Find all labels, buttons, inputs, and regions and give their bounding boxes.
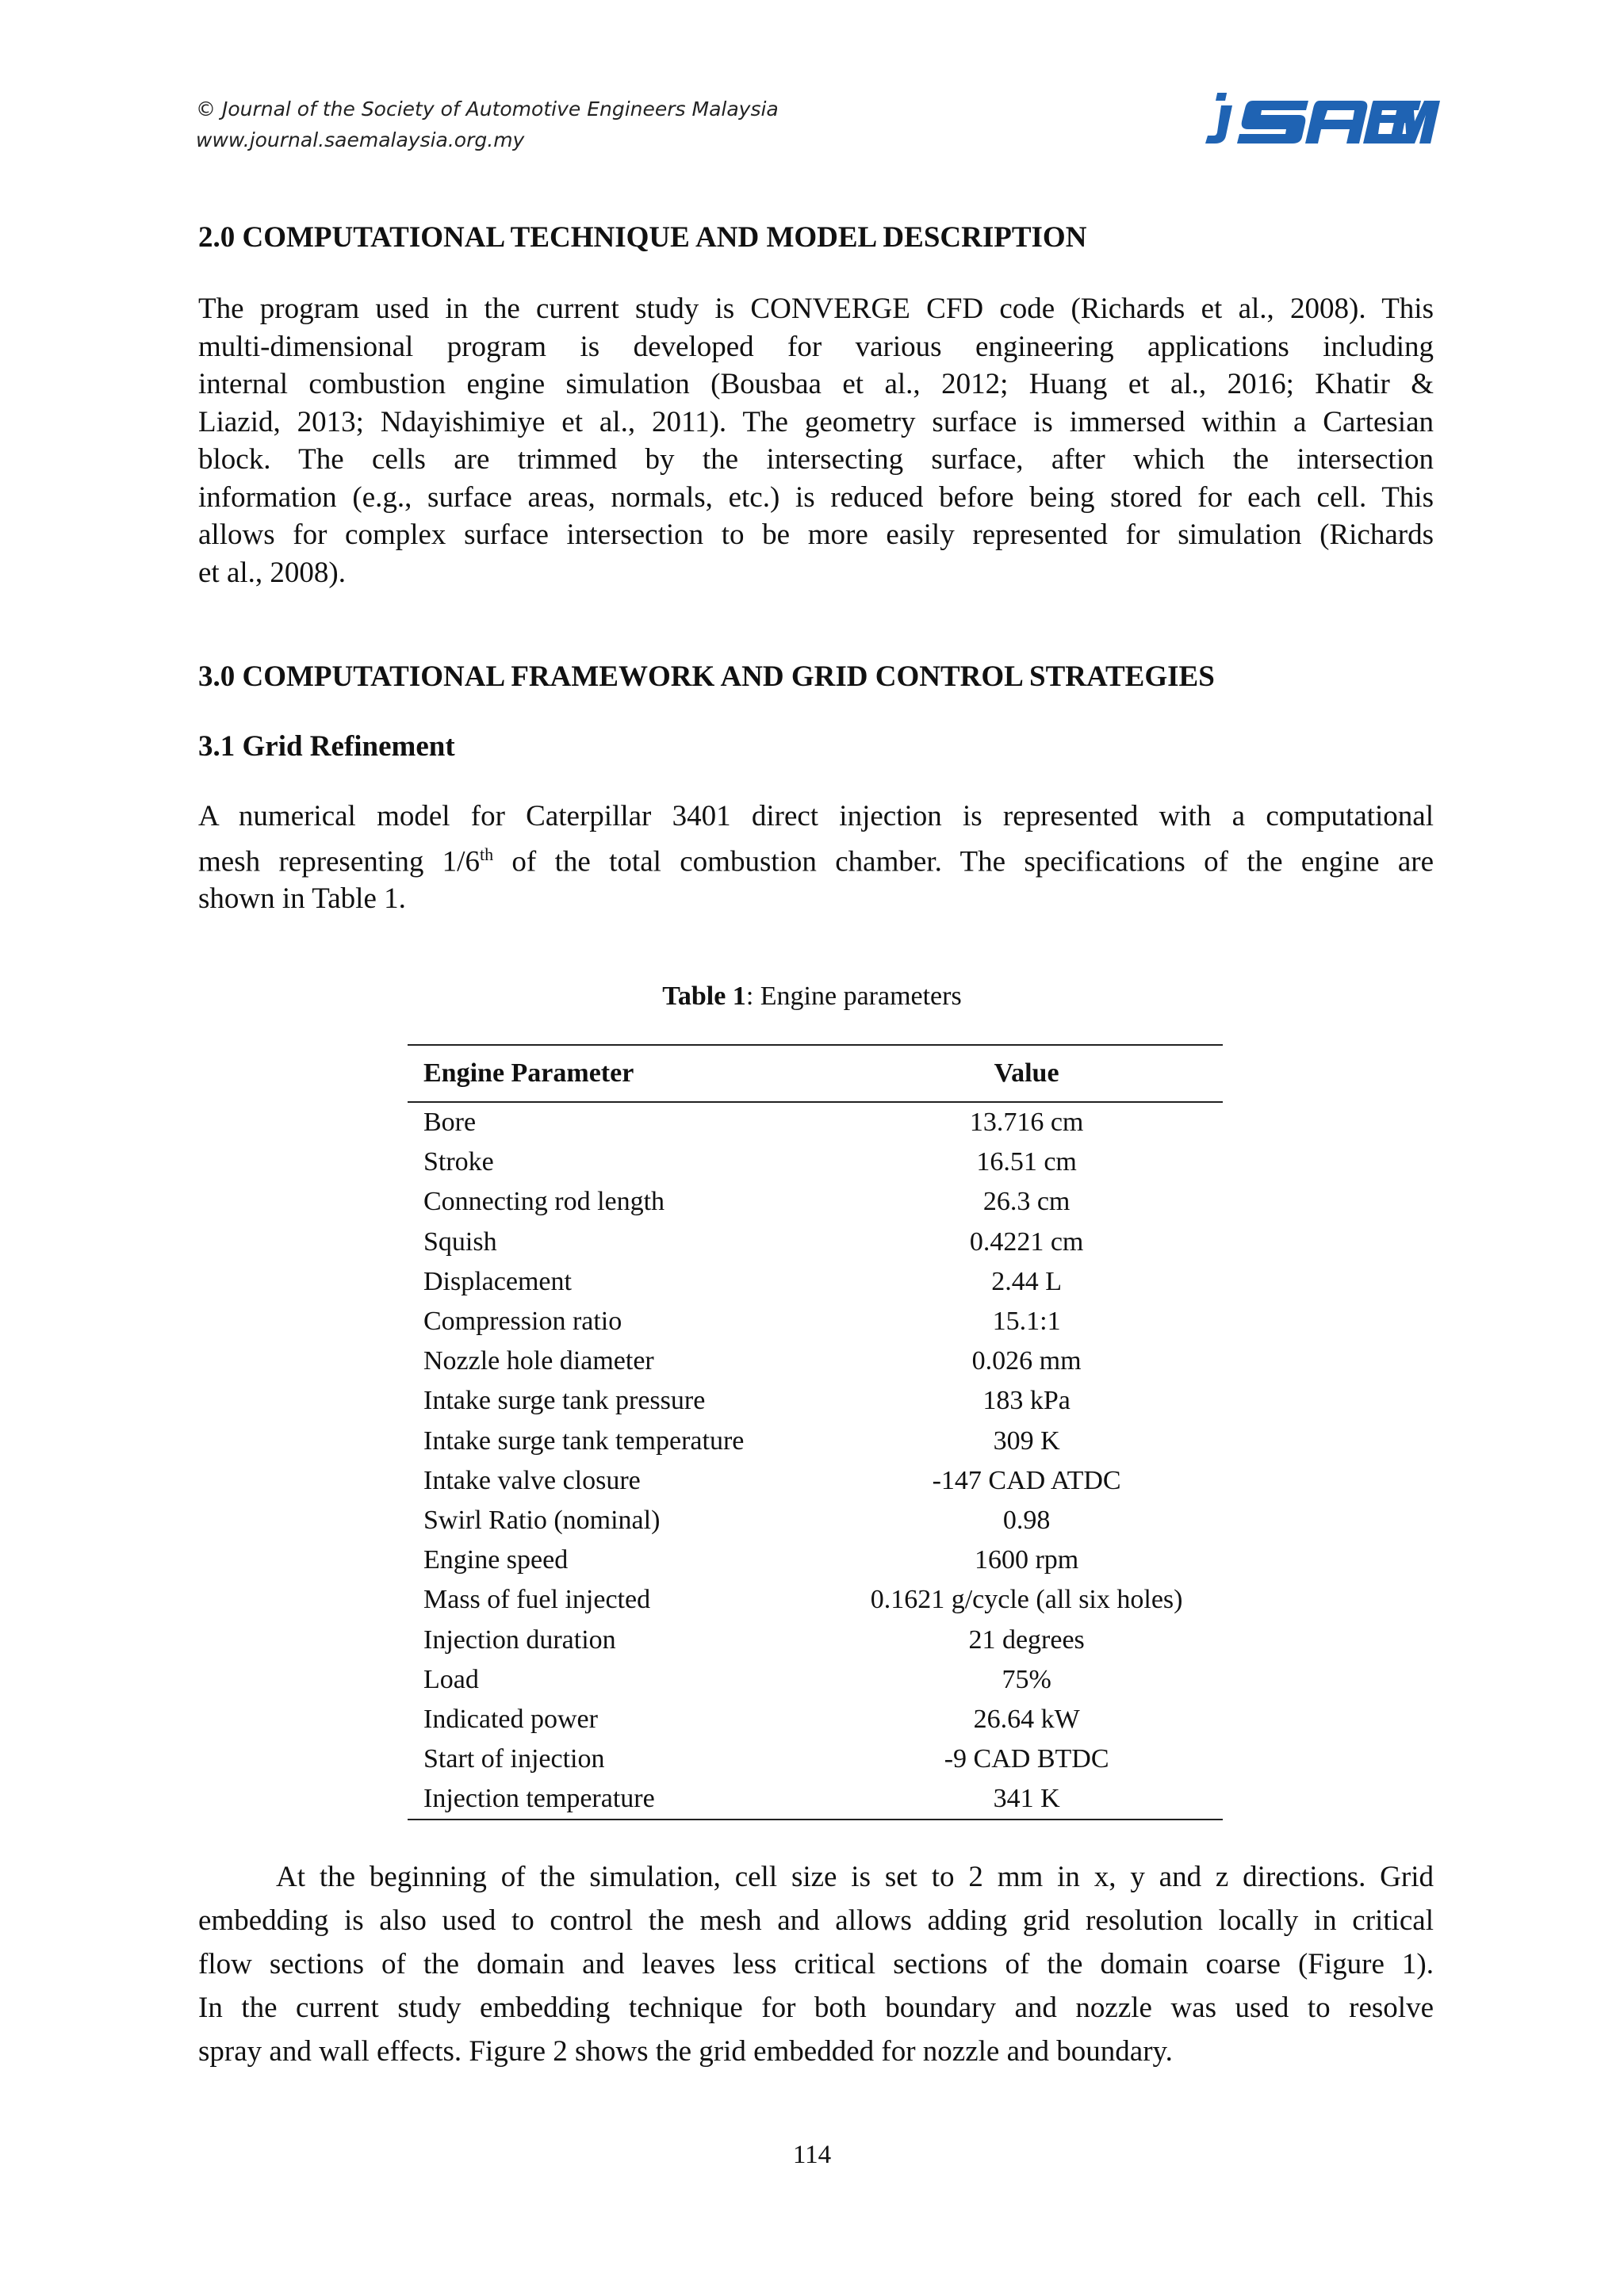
table-row bbox=[408, 1461, 1223, 1501]
table-caption bbox=[0, 982, 1624, 1012]
table-row bbox=[408, 1660, 1223, 1700]
value-cell: 309 K bbox=[993, 1425, 1060, 1456]
paragraph-line: multi-dimensional program is developed for various engineering applications including bbox=[198, 330, 1434, 363]
section-2-heading: 2.0 COMPUTATIONAL TECHNIQUE AND MODEL DESCRIPTION bbox=[198, 221, 1087, 254]
paragraph-line: A numerical model for Caterpillar 3401 direct injection is represented with a computational bbox=[198, 800, 1434, 832]
paragraph-line: information (e.g., surface areas, normals, etc.) is reduced before being stored for each cell. This bbox=[198, 480, 1434, 514]
parameter-cell: Compression ratio bbox=[423, 1307, 622, 1337]
parameter-cell: Indicated power bbox=[423, 1704, 598, 1734]
section-3-1-paragraph bbox=[198, 798, 1434, 918]
value-cell: 15.1:1 bbox=[992, 1307, 1061, 1337]
text-fragment: mesh representing 1/6 bbox=[198, 844, 480, 878]
parameter-cell: Displacement bbox=[423, 1266, 572, 1296]
table-header-row bbox=[408, 1045, 1223, 1102]
section-3-heading: 3.0 COMPUTATIONAL FRAMEWORK AND GRID CONTROL STRATEGIES bbox=[198, 660, 1215, 693]
parameter-cell: Bore bbox=[423, 1108, 477, 1138]
paragraph-line: embedding is also used to control the mesh and allows adding grid resolution locally in critical bbox=[198, 1904, 1434, 1937]
value-cell: 16.51 cm bbox=[976, 1147, 1077, 1177]
paragraph-line: The program used in the current study is CONVERGE CFD code (Richards et al., 2008). This bbox=[198, 293, 1434, 325]
table-row bbox=[408, 1580, 1223, 1620]
value-cell: 1600 rpm bbox=[974, 1545, 1079, 1575]
parameter-cell: Load bbox=[423, 1664, 479, 1694]
parameter-cell: Intake surge tank pressure bbox=[423, 1386, 706, 1416]
page-number: 114 bbox=[792, 2141, 832, 2169]
paragraph-line: In the current study embedding technique for both boundary and nozzle was used to resolve bbox=[198, 1992, 1434, 2024]
parameter-cell: Injection duration bbox=[423, 1624, 616, 1655]
table-row bbox=[408, 1262, 1223, 1302]
table-row bbox=[408, 1779, 1223, 1820]
journal-name: © Journal of the Society of Automotive Engineers Malaysia bbox=[196, 98, 779, 121]
value-cell: 26.64 kW bbox=[973, 1704, 1080, 1734]
table-row bbox=[408, 1182, 1223, 1222]
value-cell: 0.98 bbox=[1002, 1505, 1051, 1535]
superscript: th bbox=[479, 844, 494, 864]
journal-url: www.journal.saemalaysia.org.my bbox=[196, 128, 525, 151]
paragraph-line: shown in Table 1. bbox=[198, 882, 406, 916]
table-row bbox=[408, 1102, 1223, 1142]
parameter-cell: Injection temperature bbox=[408, 1779, 830, 1820]
value-cell: -9 CAD BTDC bbox=[944, 1744, 1109, 1774]
value-cell: 341 K bbox=[830, 1779, 1223, 1820]
table-row bbox=[408, 1422, 1223, 1461]
value-cell: 75% bbox=[1002, 1664, 1051, 1694]
paragraph-line: internal combustion engine simulation (Bousbaa et al., 2012; Huang et al., 2016; Khatir & bbox=[198, 368, 1434, 400]
table-row bbox=[408, 1341, 1223, 1381]
paragraph-line: allows for complex surface intersection to be more easily represented for simulation (Richards bbox=[198, 519, 1434, 551]
paragraph-line: spray and wall effects. Figure 2 shows the grid embedded for nozzle and boundary. bbox=[198, 2035, 1173, 2068]
parameter-cell: Connecting rod length bbox=[423, 1187, 665, 1217]
paragraph-line: block. The cells are trimmed by the intersecting surface, after which the intersection bbox=[198, 443, 1434, 476]
table-row bbox=[408, 1223, 1223, 1262]
parameter-cell: Start of injection bbox=[423, 1744, 605, 1774]
value-cell: 0.026 mm bbox=[971, 1346, 1082, 1376]
section-3-1-heading: 3.1 Grid Refinement bbox=[198, 730, 455, 763]
closing-paragraph bbox=[198, 1855, 1434, 2073]
paragraph-line: Liazid, 2013; Ndayishimiye et al., 2011). The geometry surface is immersed within a Cartesian bbox=[198, 405, 1434, 438]
engine-parameters-table bbox=[408, 1044, 1223, 1820]
column-header-parameter: Engine Parameter bbox=[408, 1045, 830, 1102]
value-cell: 0.1621 g/cycle (all six holes) bbox=[870, 1585, 1183, 1615]
parameter-cell: Engine speed bbox=[423, 1545, 569, 1575]
parameter-cell: Squish bbox=[423, 1226, 497, 1257]
value-cell: 26.3 cm bbox=[982, 1187, 1071, 1217]
parameter-cell: Stroke bbox=[423, 1147, 494, 1177]
table-caption-text: : Engine parameters bbox=[745, 982, 962, 1011]
jsaem-logo bbox=[1204, 90, 1442, 147]
value-cell: 183 kPa bbox=[982, 1386, 1071, 1416]
table-row bbox=[408, 1142, 1223, 1182]
value-cell: 2.44 L bbox=[991, 1266, 1062, 1296]
text-fragment: of the total combustion chamber. The specifications of the engine are bbox=[493, 844, 1434, 878]
table-row bbox=[408, 1501, 1223, 1540]
paragraph-line: At the beginning of the simulation, cell size is set to 2 mm in x, y and z directions. Grid bbox=[276, 1861, 1434, 1893]
table-row bbox=[408, 1620, 1223, 1659]
value-cell: 13.716 cm bbox=[969, 1108, 1084, 1138]
journal-header bbox=[196, 94, 779, 155]
value-cell: 21 degrees bbox=[968, 1624, 1085, 1655]
paragraph-line bbox=[198, 836, 1434, 881]
parameter-cell: Swirl Ratio (nominal) bbox=[423, 1505, 661, 1535]
table-row bbox=[408, 1302, 1223, 1341]
parameter-cell: Intake surge tank temperature bbox=[423, 1425, 745, 1456]
parameter-cell: Intake valve closure bbox=[423, 1465, 641, 1495]
table-row bbox=[408, 1739, 1223, 1779]
value-cell: -147 CAD ATDC bbox=[932, 1465, 1121, 1495]
column-header-value: Value bbox=[830, 1045, 1223, 1102]
table-row bbox=[408, 1700, 1223, 1739]
value-cell: 0.4221 cm bbox=[969, 1226, 1084, 1257]
paragraph-line: flow sections of the domain and leaves less critical sections of the domain coarse (Figure 1). bbox=[198, 1948, 1434, 1980]
table-row bbox=[408, 1540, 1223, 1580]
paragraph-line: et al., 2008). bbox=[198, 556, 346, 589]
table-body bbox=[408, 1102, 1223, 1820]
section-2-paragraph bbox=[198, 290, 1434, 591]
parameter-cell: Mass of fuel injected bbox=[423, 1585, 651, 1615]
parameter-cell: Nozzle hole diameter bbox=[423, 1346, 654, 1376]
table-caption-label: Table 1 bbox=[662, 982, 746, 1011]
table-row bbox=[408, 1381, 1223, 1421]
